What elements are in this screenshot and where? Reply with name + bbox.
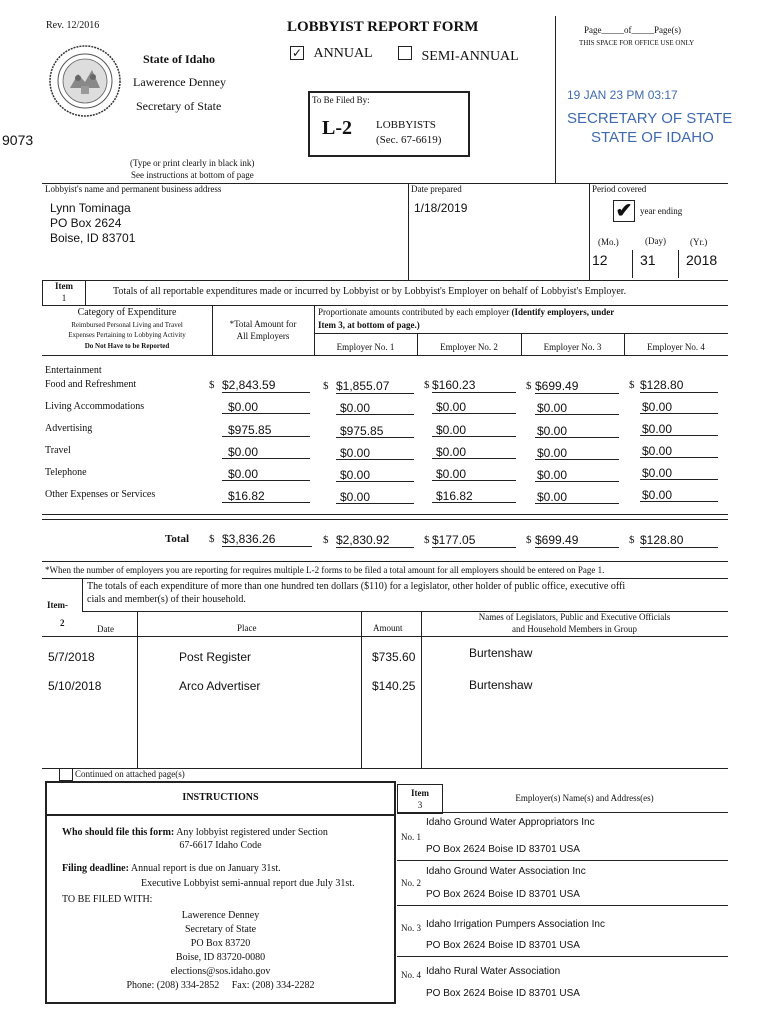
month-label: (Mo.)	[598, 237, 619, 247]
period-covered-label: Period covered	[592, 184, 647, 194]
dollar-sign: $	[629, 534, 635, 546]
item1-footnote: *When the number of employers you are reporting for requires multiple L-2 forms to be filed a total amount for all employers should be entered on Page 1.	[45, 565, 605, 575]
proportionate-heading-text: Proportionate amounts contributed by each employer	[318, 307, 510, 317]
item2-heading1: The totals of each expenditure of more than one hundred ten dollars ($110) for a legislator, other holder of public office, executive offi	[87, 581, 626, 592]
col-names2: and Household Members in Group	[512, 624, 637, 634]
item2-number: 2	[60, 618, 65, 628]
employer1-address[interactable]: PO Box 2624 Boise ID 83701 USA	[426, 844, 580, 855]
telephone-employer2[interactable]: $0.00	[432, 467, 516, 481]
date-prepared[interactable]: 1/18/2019	[414, 201, 468, 215]
dollar-sign: $	[209, 379, 215, 391]
food-employer2[interactable]: $160.23	[432, 378, 516, 393]
employer2-no: No. 2	[401, 878, 421, 888]
checkbox-icon[interactable]	[398, 46, 412, 60]
date-prepared-label: Date prepared	[411, 184, 462, 194]
food-total[interactable]: $2,843.59	[222, 378, 310, 393]
category-sub2: Expenses Pertaining to Lobbying Activity	[68, 331, 186, 339]
other-employer1[interactable]: $0.00	[336, 490, 414, 504]
telephone-employer1[interactable]: $0.00	[336, 468, 414, 482]
expense1-amount[interactable]: $735.60	[372, 650, 416, 664]
employer1-heading: Employer No. 1	[336, 342, 395, 352]
expense2-place[interactable]: Arco Advertiser	[179, 679, 261, 693]
page-of-pages: Page_____of_____Page(s)	[584, 25, 681, 35]
year-label: (Yr.)	[690, 237, 708, 247]
food-employer1[interactable]: $1,855.07	[336, 379, 414, 394]
travel-employer1[interactable]: $0.00	[336, 446, 414, 460]
lobbyist-address1[interactable]: PO Box 2624	[50, 216, 122, 230]
filed-with: TO BE FILED WITH:	[62, 894, 153, 905]
employer4-name[interactable]: Idaho Rural Water Association	[426, 966, 561, 977]
item1-number: 1	[61, 293, 67, 303]
expense2-date[interactable]: 5/10/2018	[48, 679, 102, 693]
period-year[interactable]: 2018	[686, 252, 718, 268]
type-print-note: (Type or print clearly in black ink)	[130, 158, 255, 168]
employer3-address[interactable]: PO Box 2624 Boise ID 83701 USA	[426, 940, 580, 951]
other-employer3[interactable]: $0.00	[535, 490, 619, 504]
filer-name: Lawerence Denney	[181, 910, 260, 921]
lobbyist-address2[interactable]: Boise, ID 83701	[50, 231, 136, 245]
other-total[interactable]: $16.82	[222, 489, 310, 503]
expense1-place[interactable]: Post Register	[179, 650, 252, 664]
employer3-total[interactable]: $699.49	[535, 533, 619, 548]
proportionate-heading	[318, 307, 614, 317]
col-amount: Amount	[373, 623, 403, 633]
telephone-employer4[interactable]: $0.00	[640, 466, 718, 480]
filer-phone: Phone: (208) 334-2852 Fax: (208) 334-2282	[126, 980, 315, 991]
item3-label: Item	[411, 788, 429, 798]
period-month[interactable]: 12	[592, 252, 608, 268]
category-sub1: Reimbursed Personal Living and Travel	[71, 321, 183, 329]
who-text: Any lobbyist registered under Section	[176, 827, 328, 838]
proportionate-heading-bold: (Identify employers, under	[511, 307, 615, 317]
continued-checkbox[interactable]	[59, 768, 73, 781]
living-employer2[interactable]: $0.00	[432, 400, 516, 414]
employer3-no: No. 3	[401, 923, 421, 933]
filing-deadline	[62, 863, 281, 874]
food-employer4[interactable]: $128.80	[640, 378, 718, 393]
row-label-other: Other Expenses or Services	[45, 489, 156, 500]
stamp-line2: STATE OF IDAHO	[591, 129, 714, 146]
state-name: State of Idaho	[143, 52, 216, 66]
semi-annual-option[interactable]	[398, 46, 519, 65]
instructions-title: INSTRUCTIONS	[182, 792, 259, 803]
lobbyist-label: Lobbyist's name and permanent business address	[45, 184, 222, 194]
row-label-advertising: Advertising	[45, 423, 93, 434]
other-employer2[interactable]: $16.82	[432, 489, 516, 503]
employer2-name[interactable]: Idaho Ground Water Association Inc	[426, 866, 586, 877]
travel-employer3[interactable]: $0.00	[535, 446, 619, 460]
deadline-label: Filing deadline:	[62, 863, 129, 874]
dollar-sign: $	[526, 380, 532, 392]
instructions-box	[45, 781, 396, 1004]
form-title: LOBBYIST REPORT FORM	[287, 19, 479, 35]
row-prefix-entertainment: Entertainment	[45, 365, 102, 376]
advertising-total[interactable]: $975.85	[222, 423, 310, 437]
who-text2: 67-6617 Idaho Code	[179, 840, 262, 851]
employer1-no: No. 1	[401, 832, 421, 842]
employer4-no: No. 4	[401, 970, 421, 980]
dollar-sign: $	[323, 380, 329, 392]
living-employer4[interactable]: $0.00	[640, 400, 718, 414]
row-label-food: Food and Refreshment	[45, 379, 137, 390]
col-date: Date	[97, 624, 114, 634]
employer4-heading: Employer No. 4	[647, 342, 705, 352]
employer2-total[interactable]: $177.05	[432, 533, 516, 548]
category-heading: Category of Expenditure	[77, 307, 177, 318]
who-label: Who should file this form:	[62, 827, 175, 838]
expense1-date[interactable]: 5/7/2018	[48, 650, 95, 664]
row-label-telephone: Telephone	[45, 467, 87, 478]
day-label: (Day)	[645, 236, 666, 246]
living-total[interactable]: $0.00	[222, 400, 310, 414]
form-number: L-2	[322, 117, 352, 139]
dollar-sign: $	[424, 534, 430, 546]
proportionate-heading2: Item 3, at bottom of page.)	[318, 320, 420, 330]
year-ending-label: year ending	[640, 206, 683, 216]
dollar-sign: $	[424, 379, 430, 391]
year-ending-checkbox[interactable]: ✔	[613, 200, 635, 222]
who-should-file	[62, 827, 328, 838]
category-sub3: Do Not Have to be Reported	[84, 342, 170, 350]
deadline-text2: Executive Lobbyist semi-annual report due July 31st.	[141, 878, 355, 889]
stamp-line1: SECRETARY OF STATE	[567, 110, 733, 127]
dollar-sign: $	[629, 379, 635, 391]
secretary-name: Lawerence Denney	[133, 75, 226, 89]
lobbyist-name[interactable]: Lynn Tominaga	[50, 201, 131, 215]
employer3-name[interactable]: Idaho Irrigation Pumpers Association Inc	[426, 919, 605, 930]
total-heading2: All Employers	[236, 331, 290, 341]
revision-label: Rev. 12/2016	[46, 20, 100, 31]
stamp-date: 19 JAN 23 PM 03:17	[567, 88, 678, 102]
col-names1: Names of Legislators, Public and Executive Officials	[478, 612, 671, 622]
travel-employer2[interactable]: $0.00	[432, 445, 516, 459]
col-place: Place	[237, 623, 257, 633]
employer1-name[interactable]: Idaho Ground Water Appropriators Inc	[426, 817, 595, 828]
telephone-employer3[interactable]: $0.00	[535, 468, 619, 482]
total-label: Total	[165, 533, 190, 545]
living-employer3[interactable]: $0.00	[535, 401, 619, 415]
other-employer4[interactable]: $0.00	[640, 488, 718, 502]
expense2-amount[interactable]: $140.25	[372, 679, 416, 693]
advertising-employer3[interactable]: $0.00	[535, 424, 619, 438]
employer4-total[interactable]: $128.80	[640, 533, 718, 548]
row-label-living: Living Accommodations	[45, 401, 145, 412]
dollar-sign: $	[323, 534, 329, 546]
employer2-address[interactable]: PO Box 2624 Boise ID 83701 USA	[426, 889, 580, 900]
item2-label: Item-	[47, 600, 68, 610]
travel-total[interactable]: $0.00	[222, 445, 310, 459]
deadline-text: Annual report is due on January 31st.	[130, 863, 281, 874]
semi-annual-label: SEMI-ANNUAL	[421, 49, 519, 64]
filer-pobox: PO Box 83720	[190, 938, 251, 949]
item3-heading: Employer(s) Name(s) and Address(es)	[515, 793, 654, 803]
filer-title: Secretary of State	[184, 924, 257, 935]
item1-box	[42, 280, 86, 306]
employer1-total[interactable]: $2,830.92	[336, 533, 414, 548]
grand-total[interactable]: $3,836.26	[222, 532, 312, 547]
period-day[interactable]: 31	[640, 252, 656, 268]
form-type: LOBBYISTS	[376, 119, 436, 131]
item1-label: Item	[55, 281, 73, 291]
expense1-names[interactable]: Burtenshaw	[469, 646, 533, 660]
instructions-note: See instructions at bottom of page	[131, 170, 254, 180]
item3-number: 3	[417, 800, 423, 810]
item3-box	[397, 784, 443, 814]
expense2-names[interactable]: Burtenshaw	[469, 678, 533, 692]
item1-heading: Totals of all reportable expenditures made or incurred by Lobbyist or by Lobbyist's Employer on behalf of Lobbyist's Employer.	[113, 286, 627, 297]
row-label-travel: Travel	[45, 445, 71, 456]
total-heading1: *Total Amount for	[229, 319, 297, 329]
food-employer3[interactable]: $699.49	[535, 379, 619, 394]
annual-label: ANNUAL	[313, 46, 373, 61]
travel-employer4[interactable]: $0.00	[640, 444, 718, 458]
state-seal-icon	[48, 44, 122, 118]
employer2-heading: Employer No. 2	[440, 342, 498, 352]
advertising-employer1[interactable]: $975.85	[336, 424, 414, 438]
telephone-total[interactable]: $0.00	[222, 467, 310, 481]
filed-by-label: To Be Filed By:	[312, 95, 370, 105]
continued-label: Continued on attached page(s)	[75, 769, 185, 779]
dollar-sign: $	[209, 533, 215, 545]
item2-heading2: cials and member(s) of their household.	[87, 594, 246, 605]
advertising-employer4[interactable]: $0.00	[640, 422, 718, 436]
annual-option[interactable]	[290, 46, 373, 62]
employer3-heading: Employer No. 3	[543, 342, 602, 352]
employer4-address[interactable]: PO Box 2624 Boise ID 83701 USA	[426, 988, 580, 999]
document-number: 9073	[2, 132, 34, 148]
checkbox-checked-icon[interactable]: ✓	[291, 46, 303, 60]
filer-email[interactable]: elections@sos.idaho.gov	[170, 966, 271, 977]
secretary-title: Secretary of State	[136, 99, 222, 113]
filer-city: Boise, ID 83720-0080	[175, 952, 266, 963]
office-use-label: THIS SPACE FOR OFFICE USE ONLY	[579, 39, 695, 47]
form-section: (Sec. 67-6619)	[376, 134, 442, 146]
filed-by-box	[308, 91, 470, 157]
advertising-employer2[interactable]: $0.00	[432, 423, 516, 437]
living-employer1[interactable]: $0.00	[336, 401, 414, 415]
dollar-sign: $	[526, 534, 532, 546]
